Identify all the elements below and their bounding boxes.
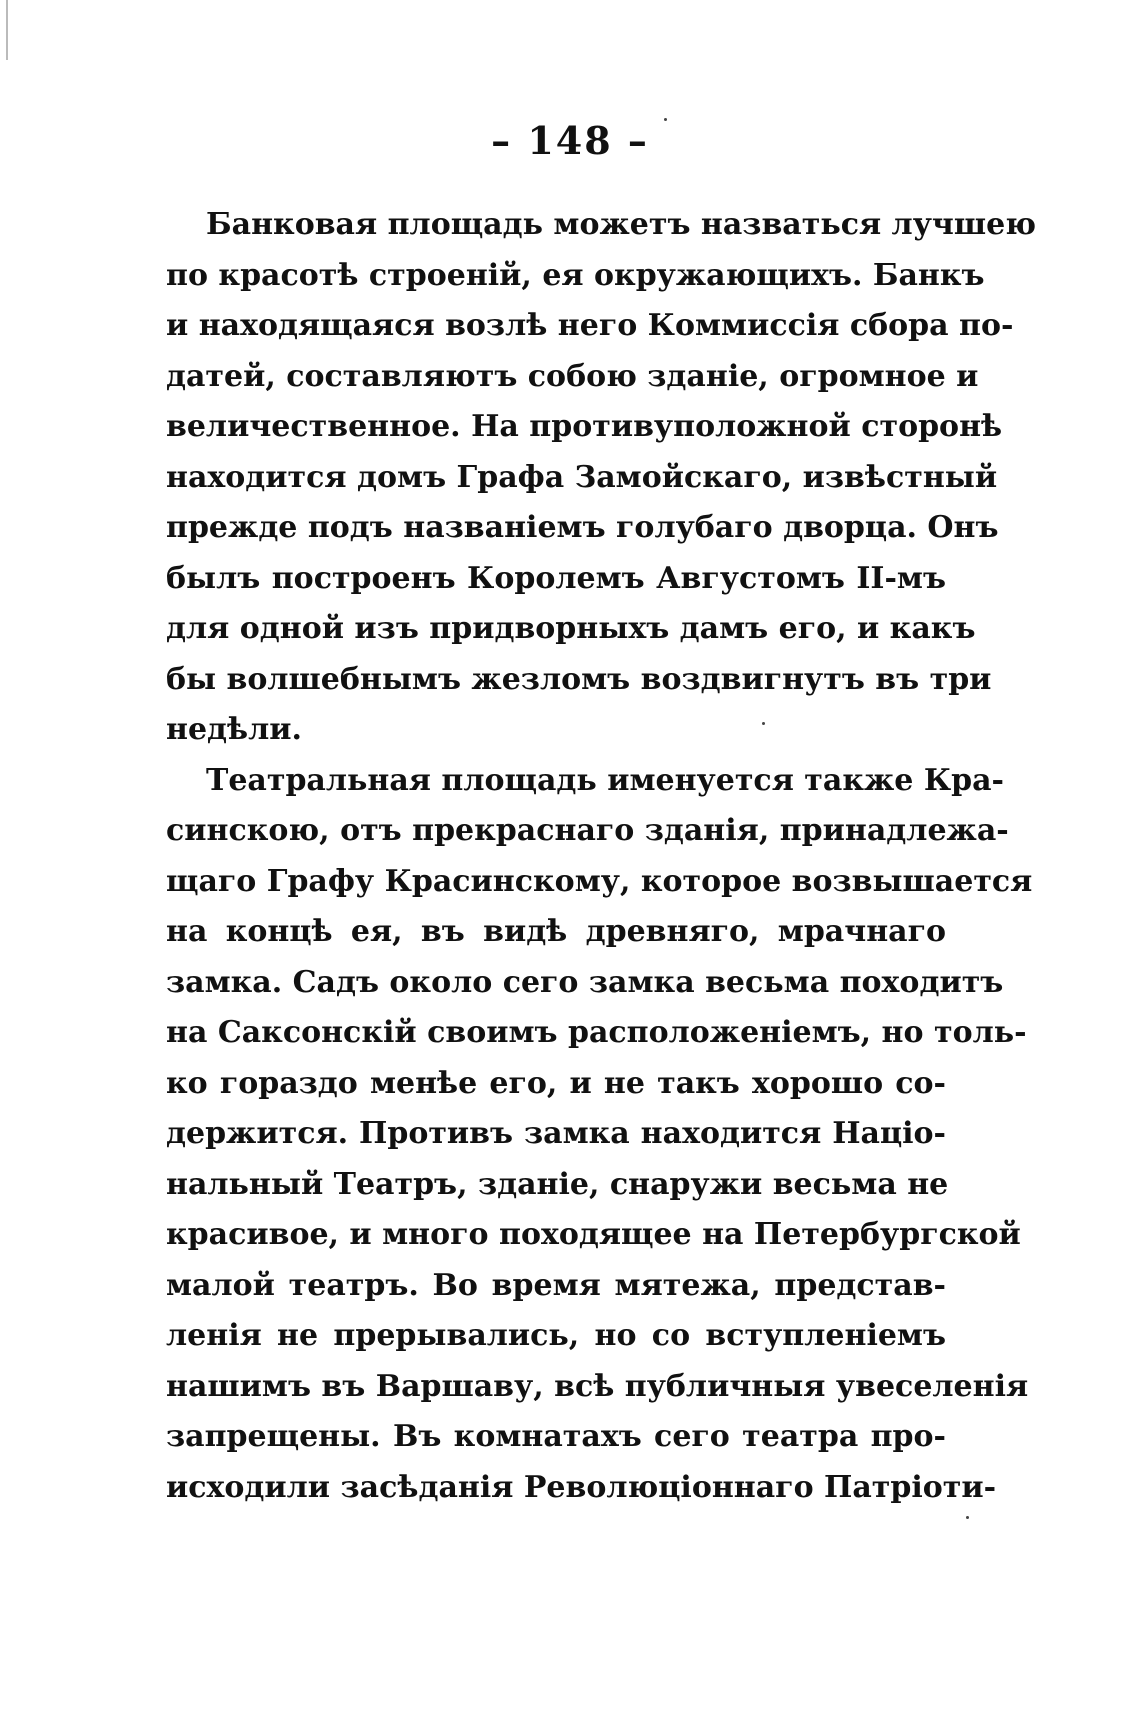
text-line: исходили засѣданія Революціоннаго Патріоти- [166, 1469, 997, 1505]
paragraph [166, 200, 1036, 756]
text-line: былъ построенъ Королемъ Августомъ II-мъ [166, 560, 946, 596]
text-line: держится. Противъ замка находится Націо- [166, 1116, 946, 1151]
text-line: запрещены. Въ комнатахъ сего театра про- [166, 1419, 946, 1454]
text-line: синскою, отъ прекраснаго зданія, принадлежа- [166, 813, 1009, 848]
page-edge-mark [6, 0, 8, 60]
text-line: на Саксонскій своимъ расположеніемъ, но толь- [166, 1015, 1027, 1050]
text-line: бы волшебнымъ жезломъ воздвигнутъ въ три [166, 661, 992, 697]
ink-speck [966, 1516, 969, 1519]
text-line: датей, составляютъ собою зданіе, огромное и [166, 358, 979, 394]
text-line: и находящаяся возлѣ него Коммиссія сбора по- [166, 308, 1014, 343]
page-number: – 148 – [491, 118, 649, 163]
text-line: для одной изъ придворныхъ дамъ его, и какъ [166, 611, 976, 646]
text-line: малой театръ. Во время мятежа, представ- [166, 1267, 946, 1303]
text-line: прежде подъ названіемъ голубаго дворца. Онъ [166, 510, 999, 545]
text-line: щаго Графу Красинскому, которое возвышается [166, 863, 1033, 899]
text-line: недѣли. [166, 712, 302, 747]
text-line: ко гораздо менѣе его, и не такъ хорошо со- [166, 1065, 946, 1101]
paragraph [166, 756, 1033, 1514]
text-line: Театральная площадь именуется также Кра- [206, 762, 1004, 798]
body-text [166, 200, 1036, 1513]
text-line: нальный Театръ, зданіе, снаружи весьма не [166, 1166, 949, 1202]
text-line: замка. Садъ около сего замка весьма походитъ [166, 964, 1004, 1000]
text-line: нашимъ въ Варшаву, всѣ публичныя увеселенія [166, 1368, 1029, 1404]
text-line: находится домъ Графа Замойскаго, извѣстный [166, 459, 998, 495]
text-line: по красотѣ строеній, ея окружающихъ. Банкъ [166, 257, 985, 293]
text-line: красивое, и много походящее на Петербургской [166, 1217, 1021, 1252]
text-line: на концѣ ея, въ видѣ древняго, мрачнаго [166, 914, 946, 949]
text-line: величественное. На противуположной сторонѣ [166, 409, 1003, 444]
text-line: Банковая площадь можетъ назваться лучшею [206, 207, 1036, 242]
text-line: ленія не прерывались, но со вступленіемъ [166, 1318, 946, 1353]
